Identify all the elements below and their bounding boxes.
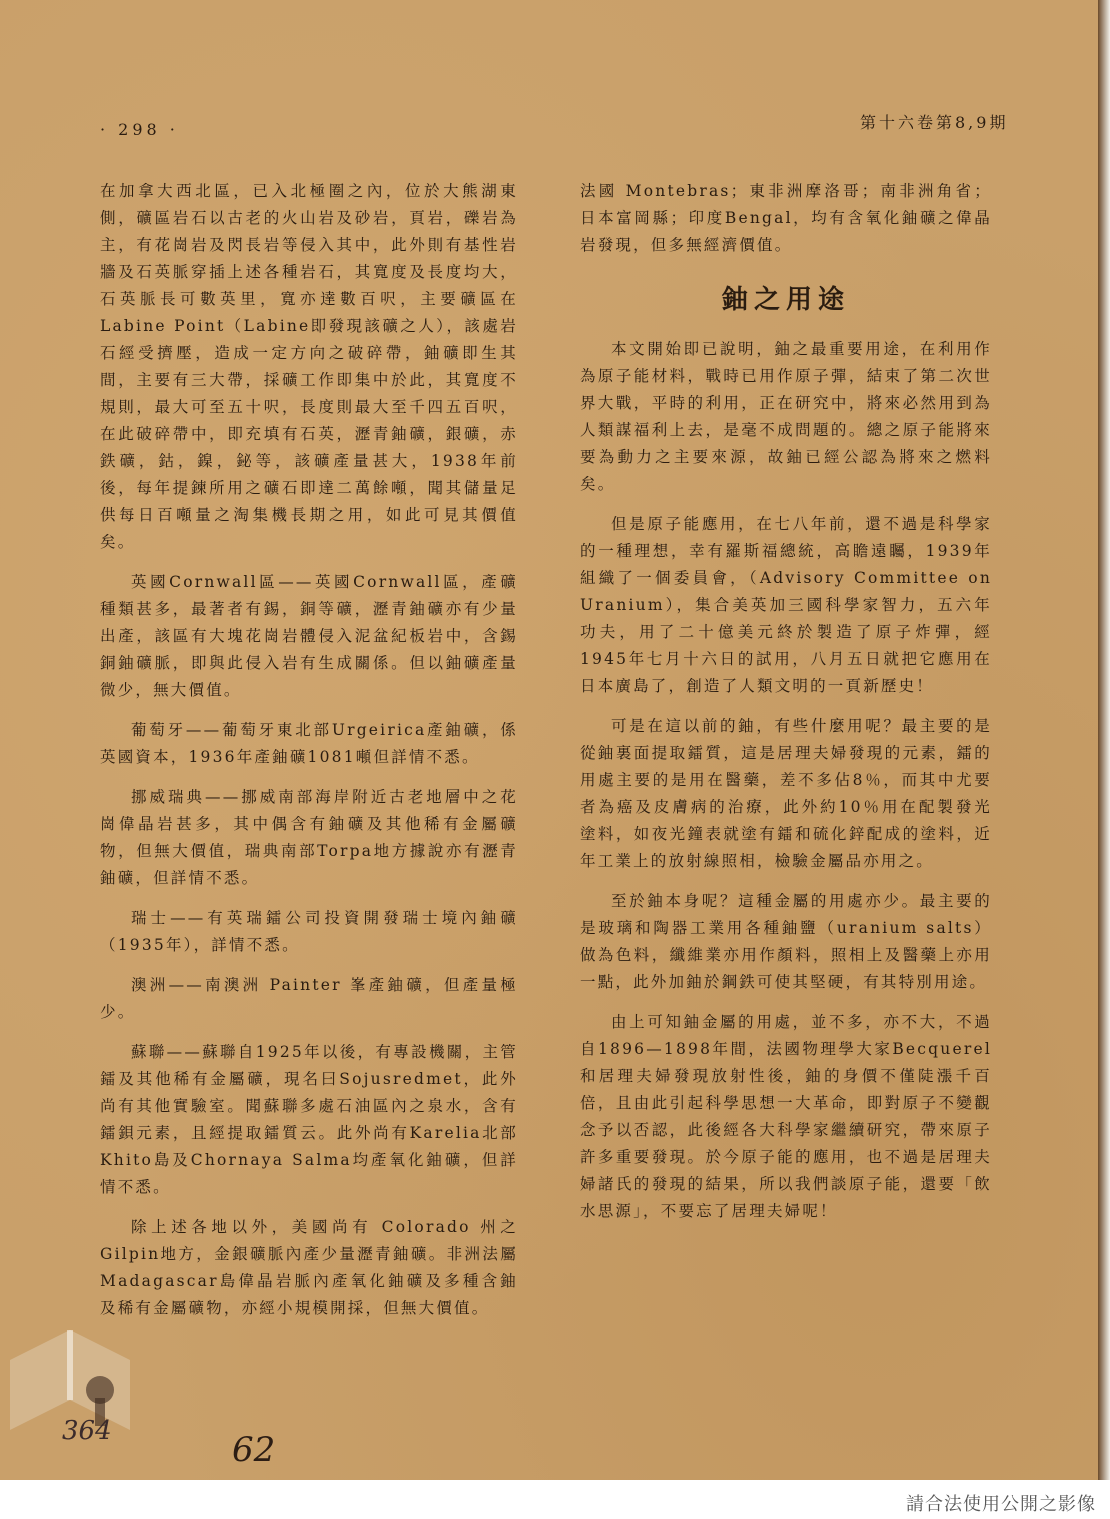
issue-label: 第十六卷第8,9期: [860, 113, 1009, 132]
paragraph-uses-4: 至於鈾本身呢？這種金屬的用處亦少。最主要的是玻璃和陶器工業用各種鈾鹽（uranium salts）做為色料，纖維業亦用作顏料，照相上及醫藥上亦用一點，此外加鈾於鋼鉄可使其堅硬，有其特別用途。: [580, 892, 992, 991]
handwritten-note-a: 364: [62, 1416, 112, 1446]
paragraph-canada: 在加拿大西北區，已入北極圈之內，位於大熊湖東側，礦區岩石以古老的火山岩及砂岩，頁岩，礫岩為主，有花崗岩及閃長岩等侵入其中，此外則有基性岩牆及石英脈穿插上述各種岩石，其寬度及長度均大，石英脈長可數英里，寬亦達數百呎，主要礦區在Labine Point（Labine即發現該礦之人），該處岩石經受擠壓，造成一定方向之破碎帶，鈾礦即生其間，主要有三大帶，採礦工作即集中於此，其寬度不規則，最大可至五十呎，長度則最大至千四五百呎，在此破碎帶中，即充填有石英，瀝青鈾礦，銀礦，赤鉄礦，鈷，鎳，鉍等，該礦產量甚大，1938年前後，每年提鍊所用之礦石即達二萬餘噸，聞其儲量足供每日百噸量之淘集機長期之用，如此可見其價值矣。: [100, 182, 518, 551]
paragraph-other-regions: 除上述各地以外，美國尚有 Colorado 州之Gilpin地方，金銀礦脈內產少量瀝青鈾礦。非洲法屬Madagascar島偉晶岩脈內產氧化鈾礦及多種含鈾及稀有金屬礦物，亦經小規模開採，但無大價值。: [100, 1218, 518, 1317]
section-title: 鈾之用途: [721, 285, 850, 315]
paragraph-portugal: 葡萄牙——葡萄牙東北部Urgeirica產鈾礦，係英國資本，1936年產鈾礦1081噸但詳情不悉。: [100, 721, 518, 766]
footer-watermark: 請合法使用公開之影像: [906, 1494, 1096, 1515]
paragraph-uses-2: 但是原子能應用，在七八年前，還不過是科學家的一種理想，幸有羅斯福總統，高瞻遠矚，1939年組織了一個委員會，（Advisory Committee on Uranium），集合美英加三國科學家智力，五六年功夫，用了二十億美元終於製造了原子炸彈，經1945年七月十六日的試用，八月五日就把它應用在日本廣島了，創造了人類文明的一頁新歷史！: [580, 515, 992, 695]
paragraph-switzerland: 瑞士——有英瑞鐳公司投資開發瑞士境內鈾礦（1935年），詳情不悉。: [100, 909, 518, 954]
page-number: · 298 ·: [100, 120, 179, 139]
paragraph-uses-3: 可是在這以前的鈾，有些什麼用呢？最主要的是從鈾裏面提取鐳質，這是居理夫婦發現的元素，鐳的用處主要的是用在醫藥，差不多佔8％，而其中尤要者為癌及皮膚病的治療，此外約10％用在配製發光塗料，如夜光鐘表就塗有鐳和硫化鋅配成的塗料，近年工業上的放射線照相，檢驗金屬品亦用之。: [580, 717, 992, 870]
left-column: [100, 178, 518, 1335]
paragraph-cornwall: 英國Cornwall區——英國Cornwall區，產礦種類甚多，最著者有錫，銅等礦，瀝青鈾礦亦有少量出產，該區有大塊花崗岩體侵入泥盆紀板岩中，含錫銅鈾礦脈，即與此侵入岩有生成關係。但以鈾礦產量微少，無大價值。: [100, 573, 518, 699]
paragraph-continued: 法國 Montebras；東非洲摩洛哥；南非洲角省；日本富岡縣；印度Bengal，均有含氧化鈾礦之偉晶岩發現，但多無經濟價值。: [580, 182, 992, 254]
paragraph-australia: 澳洲——南澳洲 Painter 峯產鈾礦，但產量極少。: [100, 976, 518, 1021]
page-edge-shadow: [1098, 0, 1110, 1480]
paragraph-uses-1: 本文開始即已說明，鈾之最重要用途，在利用作為原子能材料，戰時已用作原子彈，結束了第二次世界大戰，平時的利用，正在研究中，將來必然用到為人類謀福利上去，是毫不成問題的。總之原子能將來要為動力之主要來源，故鈾已經公認為將來之燃料矣。: [580, 340, 992, 493]
paragraph-uses-5: 由上可知鈾金屬的用處，並不多，亦不大，不過自1896—1898年間，法國物理學大家Becquerel和居理夫婦發現放射性後，鈾的身價不僅陡漲千百倍，且由此引起科學思想一大革命，即對原子不變觀念予以否認，此後經各大科學家繼續研究，帶來原子許多重要發現。於今原子能的應用，也不過是居理夫婦諸氏的發現的結果，所以我們談原子能，還要「飲水思源」，不要忘了居理夫婦呢！: [580, 1013, 992, 1220]
right-column: [580, 178, 992, 1238]
paragraph-norway-sweden: 挪威瑞典——挪威南部海岸附近古老地層中之花崗偉晶岩甚多，其中偶含有鈾礦及其他稀有金屬礦物，但無大價值，瑞典南部Torpa地方據說亦有瀝青鈾礦，但詳情不悉。: [100, 788, 518, 887]
handwritten-note-b: 62: [232, 1430, 276, 1470]
paragraph-ussr: 蘇聯——蘇聯自1925年以後，有專設機關，主管鐳及其他稀有金屬礦，現名曰Sojusredmet，此外尚有其他實驗室。聞蘇聯多處石油區內之泉水，含有鐳鋇元素，且經提取鐳質云。此外尚有Karelia北部Khito島及Chornaya Salma均產氧化鈾礦，但詳情不悉。: [100, 1043, 518, 1196]
